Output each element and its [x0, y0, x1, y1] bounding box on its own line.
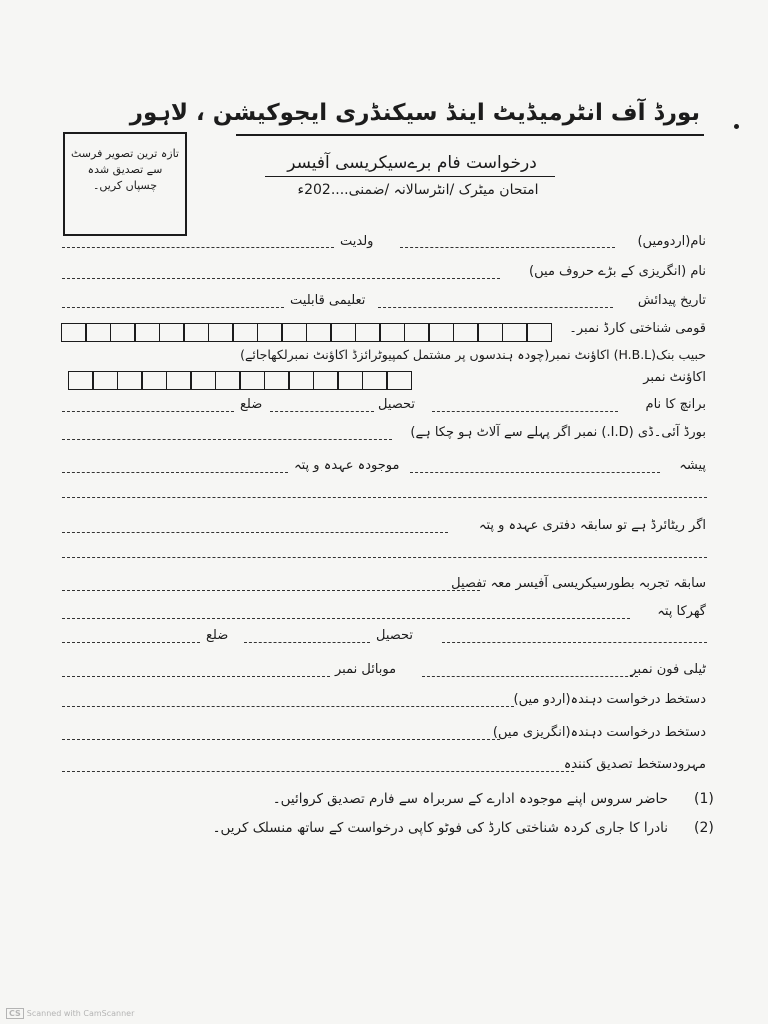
branch-name-field[interactable] — [432, 411, 618, 412]
note-text: حاضر سروس اپنے موجودہ ادارے کے سربراہ سے فارم تصدیق کروائیں۔ — [272, 791, 668, 807]
exam-line: امتحان میٹرک /انٹرسالانہ /ضمنی....202ء — [297, 182, 539, 198]
cnic-digit-box[interactable] — [306, 323, 332, 342]
heading-underline — [265, 176, 555, 177]
cnic-digit-box[interactable] — [379, 323, 405, 342]
profession-label: پیشہ — [679, 458, 706, 473]
cnic-digit-box[interactable] — [183, 323, 209, 342]
current-post-label: موجودہ عہدہ و پتہ — [294, 458, 400, 473]
account-digit-box[interactable] — [362, 371, 388, 390]
cnic-digit-box[interactable] — [110, 323, 136, 342]
account-digit-box[interactable] — [386, 371, 412, 390]
qualification-label: تعلیمی قابلیت — [290, 293, 366, 308]
signature-english-label: دستخط درخواست دہندہ(انگریزی میں) — [492, 725, 706, 740]
stamp-signature-field[interactable] — [62, 771, 574, 772]
account-digit-box[interactable] — [141, 371, 167, 390]
qualification-field[interactable] — [62, 307, 284, 308]
photo-box — [63, 132, 187, 236]
account-digit-box[interactable] — [68, 371, 94, 390]
cnic-digit-box[interactable] — [257, 323, 283, 342]
name-english-label: نام (انگریزی کے بڑے حروف میں) — [529, 264, 706, 279]
title-underline — [236, 134, 704, 136]
district-field[interactable] — [62, 411, 234, 412]
tehsil-field[interactable] — [270, 411, 374, 412]
mobile-label: موبائل نمبر — [335, 662, 397, 677]
retired-info-field-line-2[interactable] — [62, 557, 707, 558]
account-digit-box[interactable] — [190, 371, 216, 390]
cnic-digit-box[interactable] — [526, 323, 552, 342]
photo-note-line: تازہ ترین تصویر فرسٹ — [71, 147, 179, 160]
photo-note-line: چسپاں کریں۔ — [92, 179, 158, 192]
name-urdu-field[interactable] — [400, 247, 615, 248]
cnic-digit-box[interactable] — [281, 323, 307, 342]
note-number: (1) — [694, 791, 714, 807]
board-id-field[interactable] — [62, 439, 392, 440]
home-address-label: گھرکا پتہ — [657, 604, 706, 619]
account-number-label: اکاؤنٹ نمبر — [643, 370, 706, 385]
account-digit-box[interactable] — [166, 371, 192, 390]
branch-name-label: برانچ کا نام — [645, 397, 706, 412]
cnic-digit-box[interactable] — [428, 323, 454, 342]
father-name-label: ولدیت — [340, 234, 374, 249]
cnic-digit-box[interactable] — [355, 323, 381, 342]
cnic-label: قومی شناختی کارڈ نمبر۔ — [569, 321, 706, 336]
cnic-boxes[interactable] — [62, 323, 552, 342]
name-urdu-label: نام(اردومیں) — [637, 234, 706, 249]
home-tehsil-field-left[interactable] — [244, 642, 370, 643]
account-digit-box[interactable] — [92, 371, 118, 390]
cnic-digit-box[interactable] — [453, 323, 479, 342]
home-tehsil-label: تحصیل — [376, 628, 414, 643]
cnic-digit-box[interactable] — [85, 323, 111, 342]
profession-field[interactable] — [410, 472, 660, 473]
cnic-digit-box[interactable] — [134, 323, 160, 342]
retired-info-label: اگر ریٹائرڈ ہے تو سابقہ دفتری عہدہ و پتہ — [478, 518, 706, 533]
current-post-field[interactable] — [62, 472, 288, 473]
account-digit-box[interactable] — [337, 371, 363, 390]
stamp-signature-label: مہرودستخط تصدیق کنندہ — [563, 757, 706, 772]
camscanner-logo: CS — [6, 1008, 24, 1019]
signature-urdu-field[interactable] — [62, 706, 514, 707]
account-digit-box[interactable] — [117, 371, 143, 390]
account-digit-box[interactable] — [313, 371, 339, 390]
account-digit-box[interactable] — [215, 371, 241, 390]
scanner-watermark — [6, 1008, 134, 1019]
account-digit-box[interactable] — [239, 371, 265, 390]
application-title: درخواست فام برےسیکریسی آفیسر — [287, 153, 537, 173]
current-post-field-line-2[interactable] — [62, 497, 707, 498]
previous-experience-field[interactable] — [62, 590, 480, 591]
telephone-field[interactable] — [422, 676, 638, 677]
board-id-label: بورڈ آئی۔ڈی (I.D.) نمبر اگر پہلے سے آلاٹ ہو چکا ہے) — [410, 425, 706, 440]
photo-note-line: سے تصدیق شدہ — [87, 163, 163, 176]
name-english-field[interactable] — [62, 278, 500, 279]
account-number-boxes[interactable] — [69, 371, 412, 390]
father-name-field[interactable] — [62, 247, 334, 248]
hbl-account-label: حبیب بنک(H.B.L) اکاؤنٹ نمبر(چودہ ہندسوں پر مشتمل کمپیوٹرائزڈ اکاؤنٹ نمبرلکھاجائے) — [240, 347, 706, 362]
cnic-digit-box[interactable] — [404, 323, 430, 342]
cnic-digit-box[interactable] — [208, 323, 234, 342]
cnic-digit-box[interactable] — [159, 323, 185, 342]
scanner-text: Scanned with CamScanner — [26, 1009, 135, 1018]
home-address-field[interactable] — [62, 618, 630, 619]
dob-field[interactable] — [378, 307, 613, 308]
home-tehsil-field[interactable] — [442, 642, 707, 643]
home-district-label: ضلع — [206, 628, 229, 643]
cnic-digit-box[interactable] — [330, 323, 356, 342]
cnic-digit-box[interactable] — [502, 323, 528, 342]
telephone-label: ٹیلی فون نمبر — [630, 662, 706, 677]
account-digit-box[interactable] — [264, 371, 290, 390]
note-number: (2) — [694, 820, 714, 836]
photo-instruction — [71, 146, 179, 194]
cnic-digit-box[interactable] — [477, 323, 503, 342]
note-text: نادرا کا جاری کردہ شناختی کارڈ کی فوٹو کاپی درخواست کے ساتھ منسلک کریں۔ — [212, 820, 668, 836]
board-title: بورڈ آف انٹرمیڈیٹ اینڈ سیکنڈری ایجوکیشن ، لاہور — [129, 100, 700, 126]
dob-label: تاریخ پیدائش — [637, 293, 706, 308]
cnic-digit-box[interactable] — [232, 323, 258, 342]
retired-info-field[interactable] — [62, 532, 448, 533]
tehsil-label: تحصیل — [378, 397, 416, 412]
cnic-digit-box[interactable] — [61, 323, 87, 342]
district-label: ضلع — [240, 397, 263, 412]
ink-mark — [734, 124, 739, 129]
account-digit-box[interactable] — [288, 371, 314, 390]
home-district-field[interactable] — [62, 642, 200, 643]
signature-english-field[interactable] — [62, 739, 500, 740]
mobile-field[interactable] — [62, 676, 330, 677]
previous-experience-label: سابقہ تجربہ بطورسیکریسی آفیسر معہ تفصیل — [451, 576, 706, 591]
signature-urdu-label: دستخط درخواست دہندہ(اردو میں) — [513, 692, 706, 707]
